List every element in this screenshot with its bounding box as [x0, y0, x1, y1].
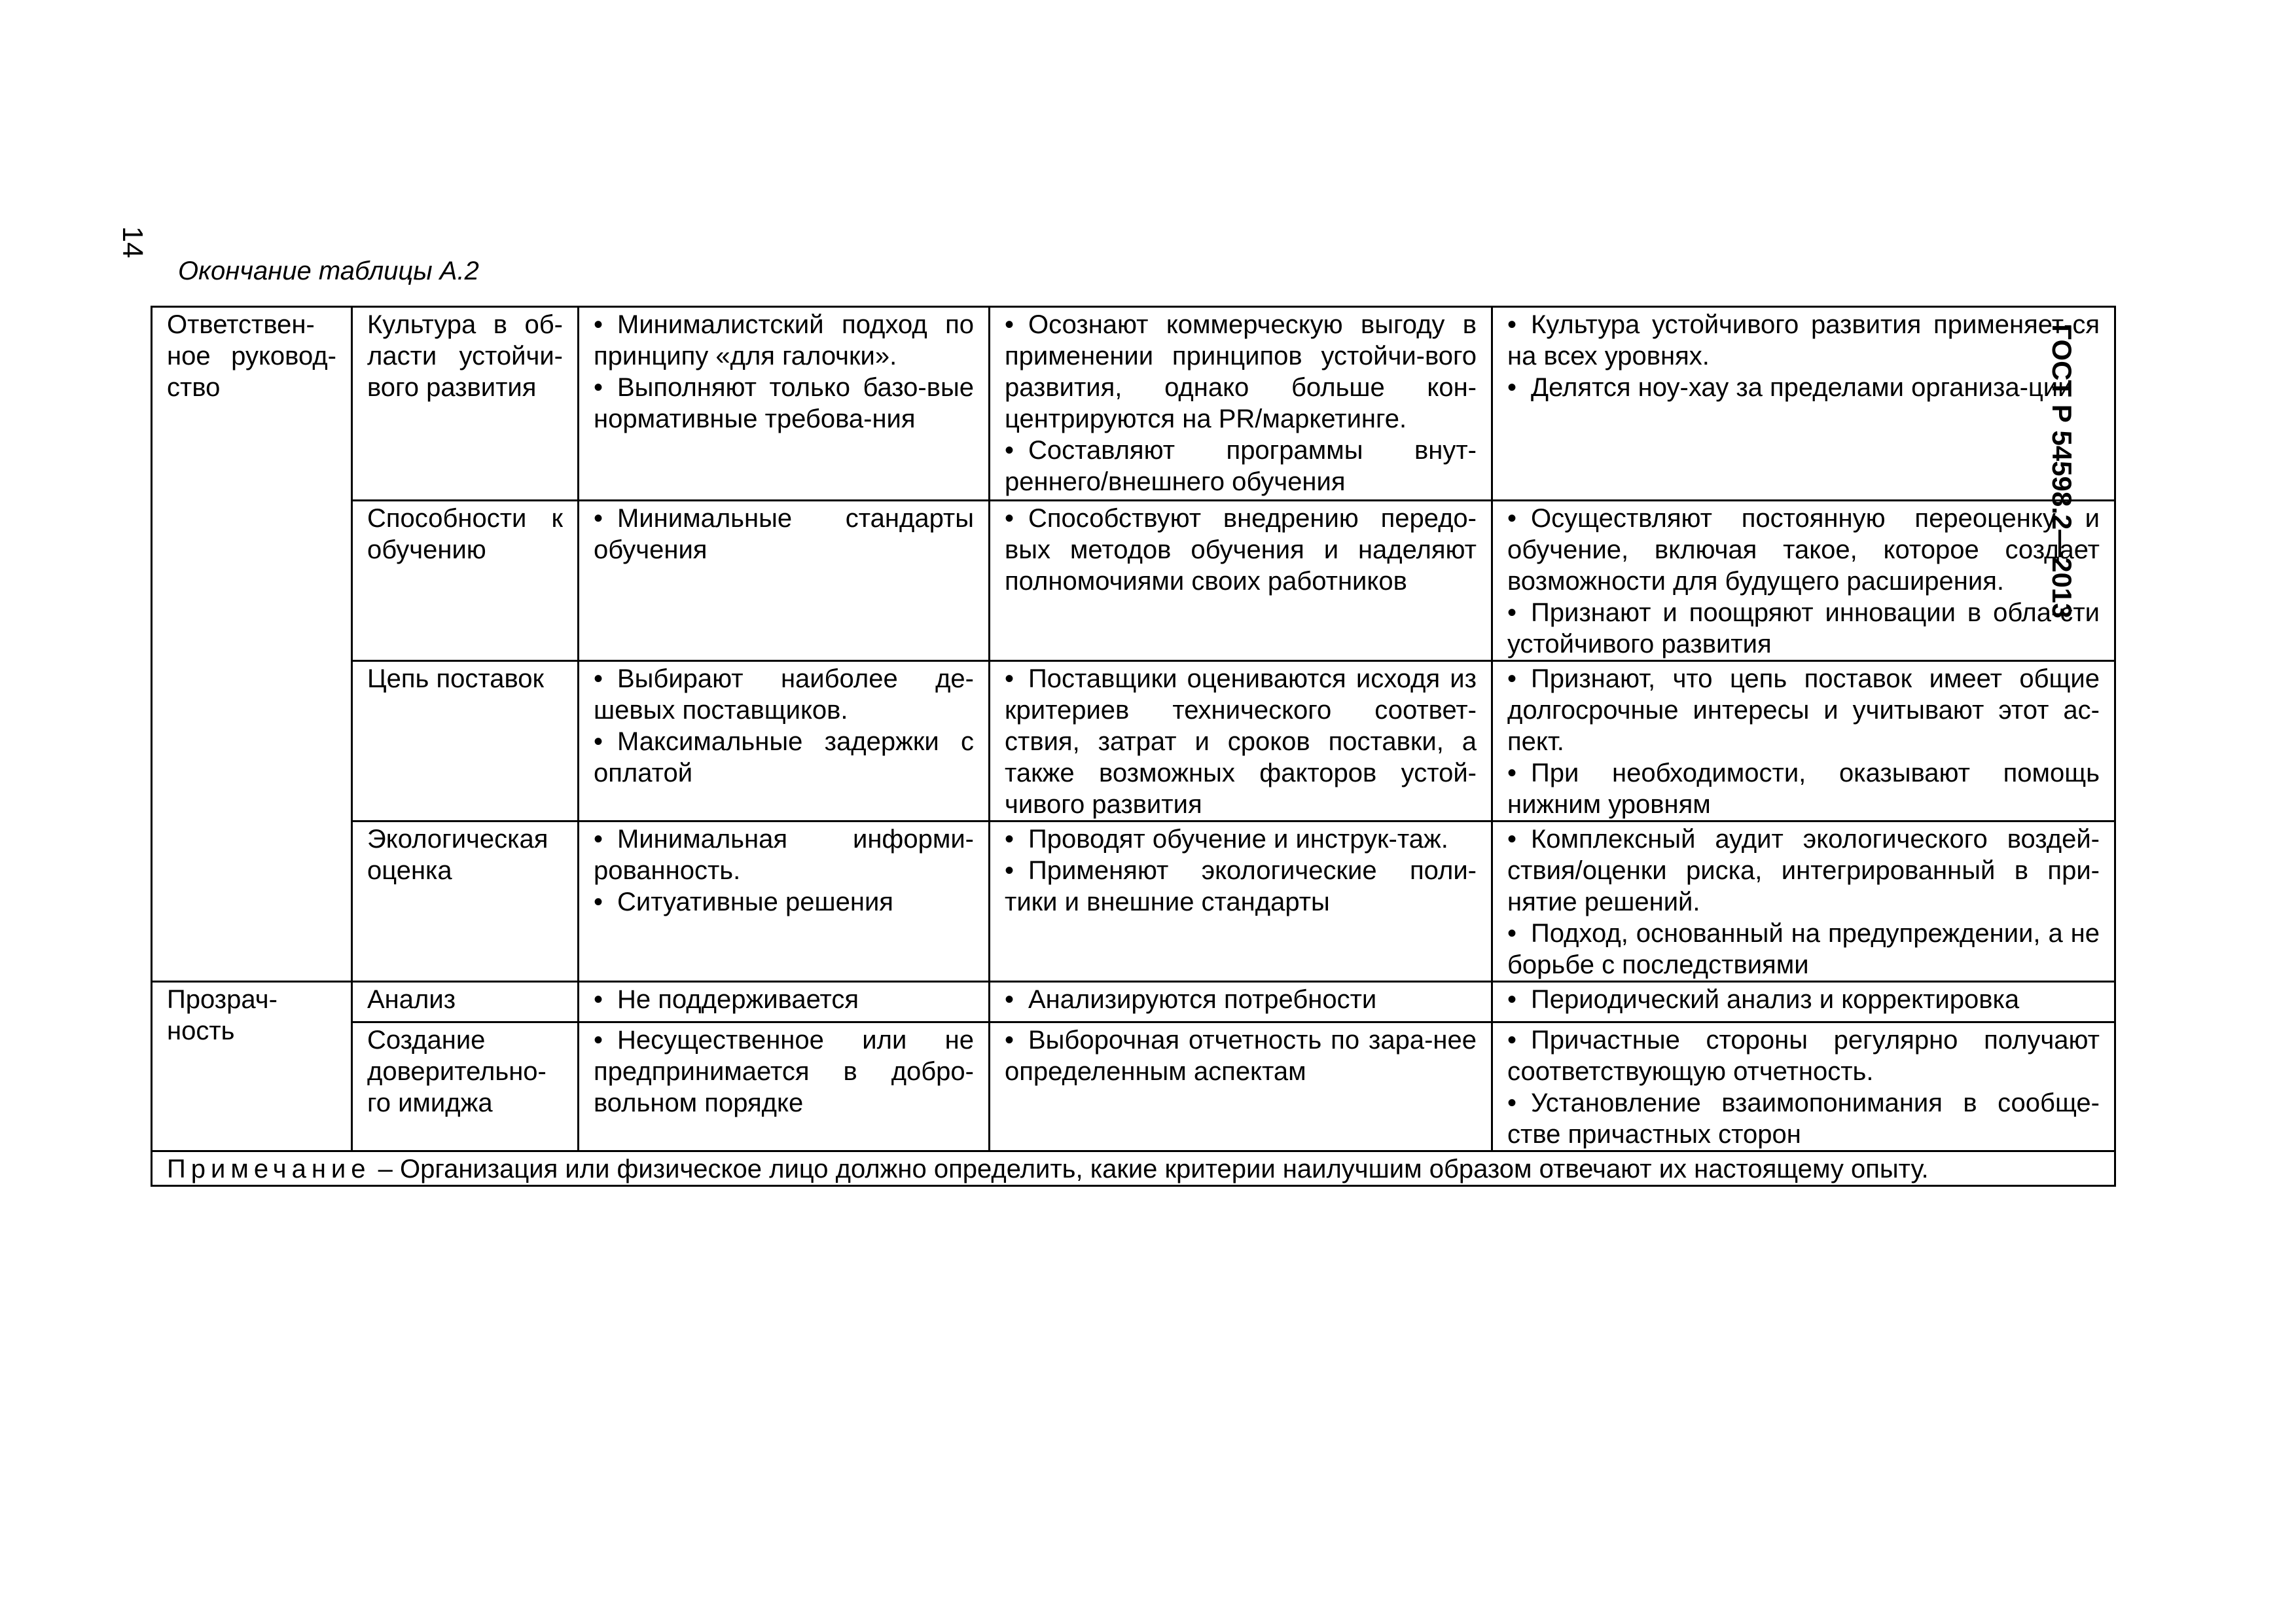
level2-cell — [990, 1022, 1492, 1151]
criterion-label: Способности к обучению — [367, 504, 563, 564]
bullet-icon: • — [1005, 825, 1014, 854]
list-item: • Минимальные стандарты обучения — [594, 504, 974, 564]
bullet-icon: • — [1507, 825, 1517, 854]
list-item: • Делятся ноу-хау за пределами организа-ции — [1507, 373, 2073, 402]
group-label: Прозрач-ность — [167, 985, 278, 1045]
level2-cell — [990, 501, 1492, 661]
criterion-cell — [352, 1022, 579, 1151]
list-item: • Признают и поощряют инновации в обла-сти устойчивого развития — [1507, 598, 2100, 659]
level2-cell — [990, 661, 1492, 821]
criterion-cell — [352, 661, 579, 821]
bullet-icon: • — [1005, 504, 1014, 533]
table-caption: Окончание таблицы А.2 — [178, 257, 479, 285]
level3-cell — [1492, 661, 2115, 821]
criterion-label: Анализ — [367, 985, 456, 1014]
criterion-label: Создание доверительно-го имиджа — [367, 1026, 547, 1117]
bullet-icon: • — [1005, 664, 1014, 693]
bullet-icon: • — [594, 504, 603, 533]
list-item: • Поставщики оцениваются исходя из критериев технического соответ-ствия, затрат и сроков поставки, а также возможных факторов устой-чивого развития — [1005, 664, 1477, 819]
level1-cell — [579, 1022, 990, 1151]
list-item: • Анализируются потребности — [1005, 985, 1377, 1014]
list-item: • Минимальная информи-рованность. — [594, 825, 974, 885]
bullet-icon: • — [1507, 373, 1517, 402]
bullet-icon: • — [1507, 598, 1517, 627]
bullet-icon: • — [1005, 1026, 1014, 1055]
note-row — [152, 1151, 2115, 1186]
list-item: • Выбирают наиболее де-шевых поставщиков. — [594, 664, 974, 725]
list-item: • Периодический анализ и корректировка — [1507, 985, 2020, 1014]
criterion-cell — [352, 982, 579, 1022]
list-item: • Выборочная отчетность по зара-нее определенным аспектам — [1005, 1026, 1477, 1086]
list-item: • Признают, что цепь поставок имеет общие долгосрочные интересы и учитывают этот ас-пект. — [1507, 664, 2100, 756]
list-item: • Составляют программы внут-реннего/внешнего обучения — [1005, 436, 1477, 496]
bullet-icon: • — [594, 1026, 603, 1055]
bullet-icon: • — [1507, 504, 1517, 533]
level1-cell — [579, 661, 990, 821]
note-text: – Организация или физическое лицо должно определить, какие критерии наилучшим образом отвечают их настоящему опыту. — [378, 1155, 1929, 1183]
document-code: ГОСТ Р 54598.2—2013 — [2047, 324, 2077, 619]
bullet-icon: • — [1507, 1026, 1517, 1055]
bullet-icon: • — [594, 373, 603, 402]
level3-cell — [1492, 307, 2115, 501]
level2-cell — [990, 982, 1492, 1022]
bullet-icon: • — [1507, 985, 1517, 1014]
table-row — [152, 661, 2115, 821]
criterion-cell — [352, 307, 579, 501]
list-item: • Проводят обучение и инструк-таж. — [1005, 825, 1448, 854]
group-cell — [152, 982, 352, 1151]
criterion-label: Культура в об-ласти устойчи-вого развития — [367, 310, 563, 402]
level3-cell — [1492, 501, 2115, 661]
criterion-label: Цепь поставок — [367, 664, 545, 693]
bullet-icon: • — [1005, 985, 1014, 1014]
criterion-cell — [352, 821, 579, 982]
list-item: • Способствуют внедрению передо-вых методов обучения и наделяют полномочиями своих работников — [1005, 504, 1477, 596]
group-label: Ответствен-ное руковод-ство — [167, 310, 336, 402]
list-item: • Несущественное или не предпринимается в добро-вольном порядке — [594, 1026, 974, 1117]
level1-cell — [579, 982, 990, 1022]
bullet-icon: • — [1005, 310, 1014, 339]
bullet-icon: • — [1005, 436, 1014, 465]
criterion-label: Экологическая оценка — [367, 825, 548, 885]
list-item: • Осуществляют постоянную переоценку и обучение, включая такое, которое создает возможности для будущего расширения. — [1507, 504, 2100, 596]
level3-cell — [1492, 1022, 2115, 1151]
bullet-icon: • — [594, 727, 603, 756]
bullet-icon: • — [1507, 664, 1517, 693]
table-row — [152, 821, 2115, 982]
table-row — [152, 1022, 2115, 1151]
page-number: 14 — [117, 226, 149, 259]
group-cell — [152, 307, 352, 982]
bullet-icon: • — [594, 310, 603, 339]
level1-cell — [579, 821, 990, 982]
bullet-icon: • — [594, 664, 603, 693]
table-note — [152, 1151, 2115, 1186]
table-row — [152, 307, 2115, 501]
bullet-icon: • — [1507, 919, 1517, 948]
table-row — [152, 982, 2115, 1022]
bullet-icon: • — [594, 825, 603, 854]
level3-cell — [1492, 982, 2115, 1022]
bullet-icon: • — [1507, 759, 1517, 787]
list-item: • Ситуативные решения — [594, 888, 893, 916]
list-item: • Минималистский подход по принципу «для галочки». — [594, 310, 974, 370]
list-item: • Не поддерживается — [594, 985, 859, 1014]
criteria-table — [151, 306, 2116, 1187]
list-item: • Культура устойчивого развития применяет-ся на всех уровнях. — [1507, 310, 2100, 370]
list-item: • Осознают коммерческую выгоду в применении принципов устойчи-вого развития, однако больше кон-центрируются на PR/маркетинге. — [1005, 310, 1477, 433]
list-item: • Причастные стороны регулярно получают соответствующую отчетность. — [1507, 1026, 2100, 1086]
level2-cell — [990, 307, 1492, 501]
list-item: • Установление взаимопонимания в сообще-стве причастных сторон — [1507, 1089, 2100, 1149]
bullet-icon: • — [594, 888, 603, 916]
list-item: • Выполняют только базо-вые нормативные требова-ния — [594, 373, 974, 433]
list-item: • При необходимости, оказывают помощь нижним уровням — [1507, 759, 2100, 819]
bullet-icon: • — [1005, 856, 1014, 885]
note-label: Примечание — [167, 1155, 371, 1183]
bullet-icon: • — [1507, 1089, 1517, 1117]
bullet-icon: • — [594, 985, 603, 1014]
level2-cell — [990, 821, 1492, 982]
bullet-icon: • — [1507, 310, 1517, 339]
list-item: • Применяют экологические поли-тики и внешние стандарты — [1005, 856, 1477, 916]
table-row — [152, 501, 2115, 661]
level1-cell — [579, 307, 990, 501]
list-item: • Максимальные задержки с оплатой — [594, 727, 974, 787]
list-item: • Подход, основанный на предупреждении, а не борьбе с последствиями — [1507, 919, 2100, 979]
level1-cell — [579, 501, 990, 661]
criterion-cell — [352, 501, 579, 661]
list-item: • Комплексный аудит экологического воздей-ствия/оценки риска, интегрированный в при-нятие решений. — [1507, 825, 2100, 916]
level3-cell — [1492, 821, 2115, 982]
